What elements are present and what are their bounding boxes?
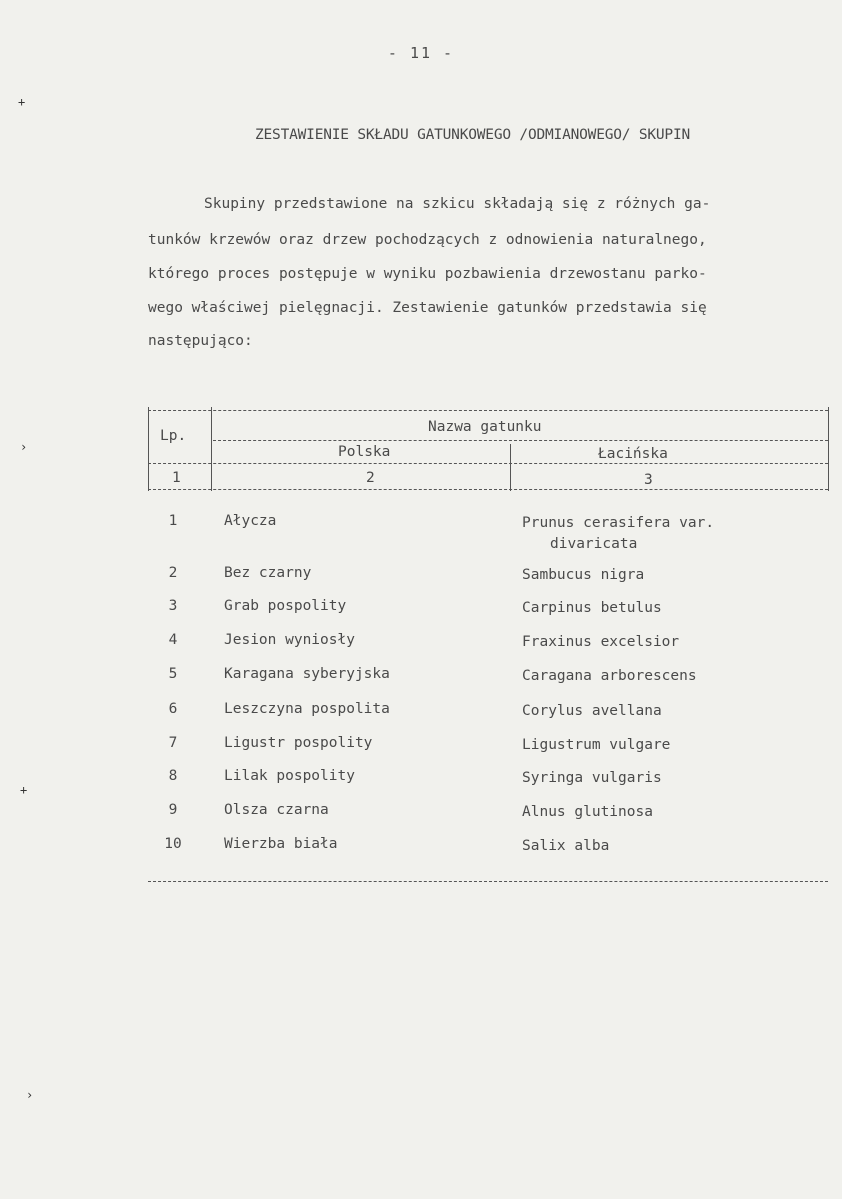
latin-line: Corylus avellana	[522, 703, 662, 719]
margin-mark: +	[20, 783, 28, 797]
row-latin-name	[522, 768, 662, 789]
rule-name-group	[213, 440, 828, 441]
rule-table-bottom	[148, 881, 828, 882]
row-polish-name: Bez czarny	[224, 565, 312, 581]
row-lp: 4	[168, 632, 178, 648]
row-lp: 5	[168, 666, 178, 682]
page-number: - 11 -	[387, 44, 455, 62]
latin-line: Salix alba	[522, 838, 610, 854]
row-polish-name: Jesion wyniosły	[224, 632, 355, 648]
row-latin-name	[522, 836, 609, 857]
header-latin: Łacińska	[598, 446, 668, 462]
intro-line: wego właściwej pielęgnacji. Zestawienie gatunków przedstawia się	[148, 300, 707, 316]
row-lp: 6	[168, 701, 178, 717]
row-lp: 10	[164, 836, 182, 852]
row-latin-name	[522, 802, 653, 823]
margin-mark: ›	[20, 440, 28, 454]
col-number-2: 2	[366, 470, 375, 486]
border-right	[828, 407, 829, 491]
header-polish: Polska	[338, 444, 391, 460]
divider-polish-latin	[510, 444, 511, 491]
row-lp: 3	[168, 598, 178, 614]
row-latin-name	[522, 598, 662, 619]
border-left	[148, 407, 149, 491]
rule-header-bottom	[148, 489, 828, 490]
latin-line: Carpinus betulus	[522, 600, 662, 616]
row-lp: 9	[168, 802, 178, 818]
rule-subheader	[148, 463, 828, 464]
row-polish-name: Leszczyna pospolita	[224, 701, 390, 717]
row-polish-name: Ałycza	[224, 513, 277, 529]
row-latin-name	[522, 701, 662, 722]
page-title: ZESTAWIENIE SKŁADU GATUNKOWEGO /ODMIANOWEGO/ SKUPIN	[255, 127, 691, 143]
row-polish-name: Olsza czarna	[224, 802, 329, 818]
intro-line: tunków krzewów oraz drzew pochodzących z odnowienia naturalnego,	[148, 232, 707, 248]
col-number-1: 1	[172, 470, 181, 486]
latin-line: Syringa vulgaris	[522, 770, 662, 786]
row-lp: 8	[168, 768, 178, 784]
latin-line: Caragana arborescens	[522, 668, 697, 684]
latin-line: Sambucus nigra	[522, 567, 645, 583]
divider-lp	[211, 407, 212, 491]
row-polish-name: Wierzba biała	[224, 836, 338, 852]
intro-line: Skupiny przedstawione na szkicu składają się z różnych ga-	[204, 196, 711, 212]
margin-mark: ›	[26, 1088, 34, 1102]
row-latin-name	[522, 666, 697, 687]
row-lp: 7	[168, 735, 178, 751]
latin-line: Alnus glutinosa	[522, 804, 653, 820]
rule-top	[148, 410, 828, 411]
latin-line: Ligustrum vulgare	[522, 737, 671, 753]
col-number-3: 3	[644, 472, 653, 488]
row-polish-name: Grab pospolity	[224, 598, 347, 614]
row-latin-name	[522, 513, 714, 555]
latin-line: Prunus cerasifera var.	[522, 515, 715, 531]
header-lp: Lp.	[160, 428, 187, 444]
row-lp: 2	[168, 565, 178, 581]
header-name-group: Nazwa gatunku	[428, 419, 542, 435]
row-polish-name: Ligustr pospolity	[224, 735, 373, 751]
latin-line: Fraxinus excelsior	[522, 634, 680, 650]
latin-line: divaricata	[550, 536, 638, 552]
intro-line: którego proces postępuje w wyniku pozbawienia drzewostanu parko-	[148, 266, 707, 282]
row-polish-name: Lilak pospolity	[224, 768, 355, 784]
row-latin-name	[522, 735, 670, 756]
intro-line: następująco:	[148, 333, 253, 349]
margin-mark: +	[18, 95, 26, 109]
row-polish-name: Karagana syberyjska	[224, 666, 390, 682]
row-latin-name	[522, 632, 679, 653]
row-lp: 1	[168, 513, 178, 529]
row-latin-name	[522, 565, 644, 586]
